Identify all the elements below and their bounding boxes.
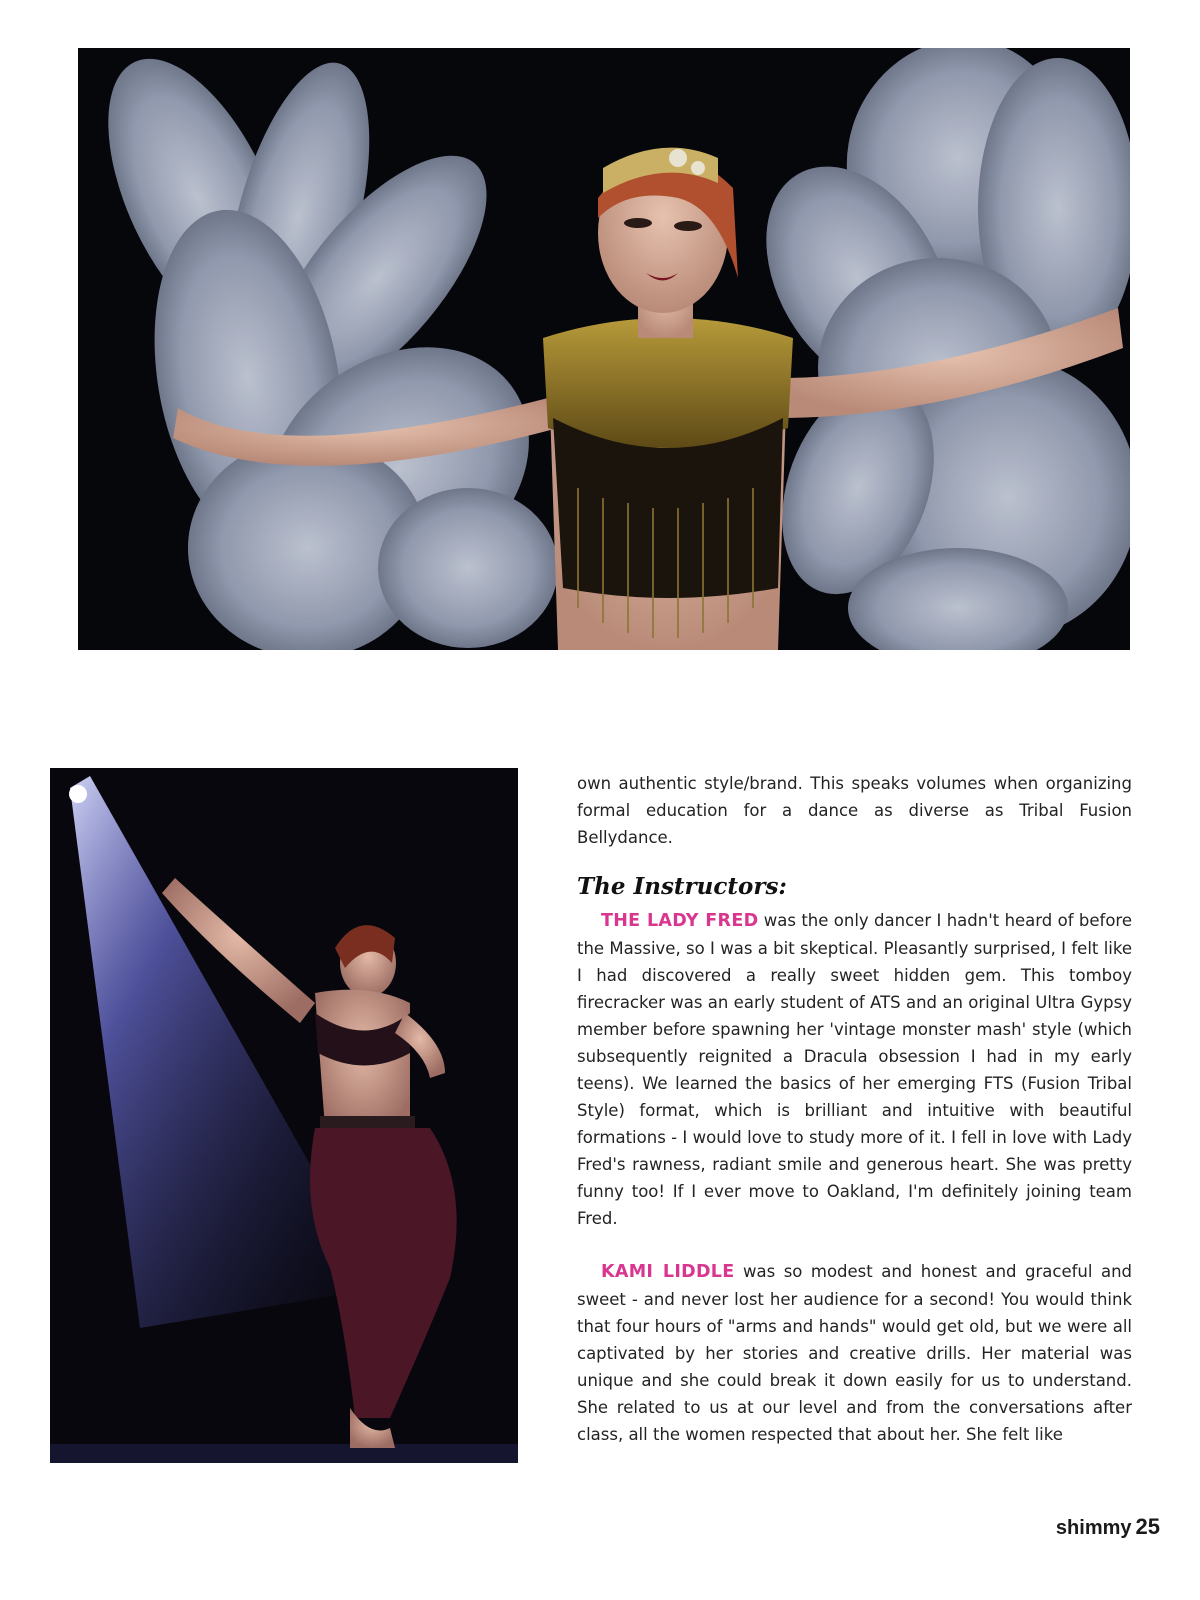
instructor-paragraph-kami-liddle [577,1258,1132,1448]
instructor-paragraph-lady-fred [577,907,1132,1232]
feather-fan-dancer-illustration [78,48,1130,650]
page-number: 25 [1135,1514,1160,1539]
continued-paragraph: own authentic style/brand. This speaks volumes when organizing formal education for a dance as diverse as Tribal Fusion Bellydance. [577,774,1132,847]
article-column [577,770,1132,1448]
spotlight-dancer-illustration [50,768,518,1463]
magazine-name: shimmy [1055,1517,1132,1539]
instructor-text-kami-liddle: was so modest and honest and graceful and sweet - and never lost her audience for a second! You would think that four hours of "arms and hands" would get old, but we were all captivated by her stories and creative drills. Her material was unique and she could break it down easily for us to understand. She related to us at our level and from the conversations after class, all the women respected that about her. She felt like [577,1262,1132,1444]
photo-spotlight-dancer [50,768,518,1463]
instructor-name-kami-liddle: KAMI LIDDLE [601,1262,735,1282]
instructor-name-lady-fred: THE LADY FRED [601,911,759,931]
photo-feather-fan-dancer [78,48,1130,650]
page-footer [1056,1514,1160,1540]
instructor-text-lady-fred: was the only dancer I hadn't heard of before the Massive, so I was a bit skeptical. Pleasantly surprised, I felt like I had discovered a really sweet hidden gem. This tomboy firecracker was an early student of ATS and an original Ultra Gypsy member before spawning her 'vintage monster mash' style (which subsequently reignited a Dracula obsession I had in my early teens). We learned the basics of her emerging FTS (Fusion Tribal Style) format, which is brilliant and intuitive with beautiful formations - I would love to study more of it. I fell in love with Lady Fred's rawness, radiant smile and generous heart. She was pretty funny too! If I ever move to Oakland, I'm definitely joining team Fred. [577,911,1133,1228]
section-heading-instructors: The Instructors: [577,873,787,900]
